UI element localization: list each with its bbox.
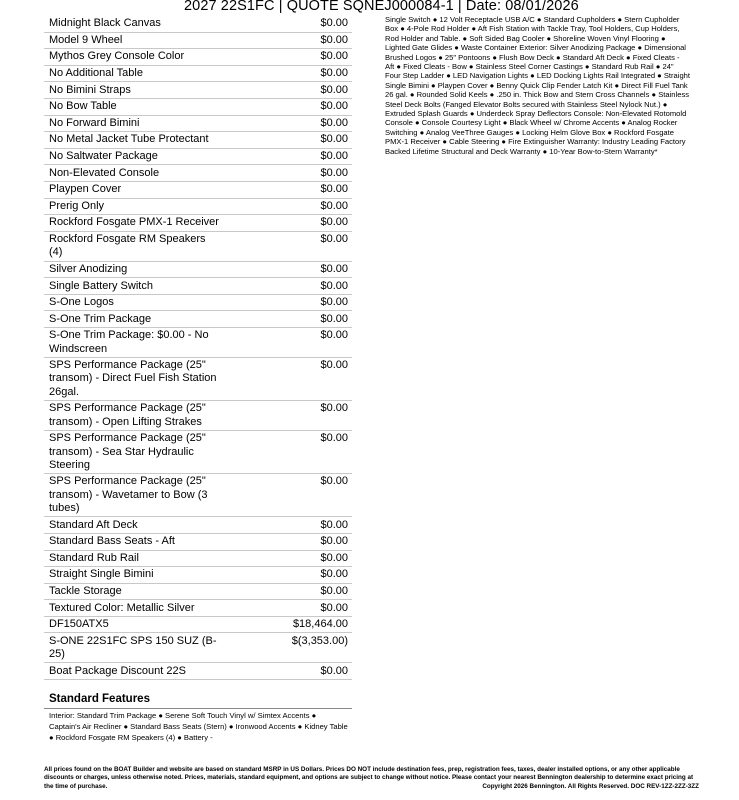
option-price: $0.00 [320,601,348,614]
standard-features-text: Interior: Standard Trim Package ● Serene Soft Touch Vinyl w/ Simtex Accents ● Captain's Air Recliner ● Standard Bass Seats (Stern) ● Ironwood Accents ● Kidney Table ● Rockford Fosgate RM Speakers (4) ● Battery - [49,711,348,742]
option-row [44,99,352,116]
option-name: Prerig Only [49,199,105,212]
option-name: No Bow Table [49,100,117,113]
option-row [44,165,352,182]
option-row [44,199,352,216]
option-name: Tackle Storage [49,585,122,597]
option-row [44,232,352,262]
option-price: $0.00 [320,296,348,309]
option-name: Rockford Fosgate PMX-1 Receiver [49,216,219,229]
option-price: $0.00 [320,17,348,30]
option-row [44,328,352,358]
option-name: No Forward Bimini [49,116,140,129]
features-continued-text: Single Switch ● 12 Volt Receptacle USB A/C ● Standard Cupholders ● Stern Cupholder Box ● 4-Pole Rod Holder ● Aft Fish Station with Tackle Tray, Tool Holders, Cup Holders, Rod Holder and Table. ● Soft Sided Bag Cooler ● Shoreline Woven Vinyl Flooring ● Lighted Gate Glides ● Waste Container Exterior: Silver Anodizing Package ● Dimensional Brushed Logos ● 25" Pontoons ● Flush Bow Deck ● Standard Aft Deck ● Fixed Cleats - Aft ● Fixed Cleats - Bow ● Stainless Steel Corner Castings ● Standard Rub Rail ● 24" Four Step Ladder ● LED Navigation Lights ● LED Docking Lights Rail Integrated ● Straight Single Bimini ● Playpen Cover ● Benny Quick Clip Fender Latch Kit ● Direct Fill Fuel Tank 26 gal. ● Rounded Solid Keels ● .250 in. Thick Bow and Stern Cross Channels ● Stainless Steel Deck Bolts (Fanged Elevator Bolts secured with Stainless Steel Nylock Nut.) ● Extruded Splash Guards ● Underdeck Spray Deflectors Console: Non-Elevated Rotomold Console ● Console Courtesy Light ● Black Wheel w/ Chrome Accents ● Analog Rocker Switching ● Analog VeeThree Gauges ● Locking Helm Glove Box ● Rockford Fosgate PMX-1 Receiver ● Cable Steering ● Fire Extinguisher Warranty: Industry Leading Factory Backed Lifetime Structural and Deck Warranty ● 10-Year Bow-to-Stern Warranty* [385,15,691,156]
option-row [44,551,352,568]
option-row [44,358,352,401]
option-name: Boat Package Discount 22S [49,664,186,677]
option-name: S-One Trim Package: $0.00 - No Windscreen [49,329,209,355]
option-price: $0.00 [320,33,348,46]
option-name: Non-Elevated Console [49,166,160,179]
option-price: $0.00 [320,359,348,372]
option-row [44,633,352,663]
option-price: $0.00 [320,535,348,548]
option-name: Model 9 Wheel [49,33,123,46]
quote-title: 2027 22S1FC | QUOTE SQNEJ000084-1 | Date: 08/01/2026 [184,0,579,14]
option-price: $0.00 [320,432,348,445]
option-price: $0.00 [320,518,348,531]
option-row [44,182,352,199]
option-price-list [44,16,352,680]
option-price: $0.00 [320,116,348,129]
option-price: $0.00 [320,551,348,564]
option-name: SPS Performance Package (25" transom) - Open Lifting Strakes [49,402,206,428]
option-price: $0.00 [320,664,348,677]
option-name: Textured Color: Metallic Silver [49,601,195,614]
option-price: $(3,353.00) [291,634,348,647]
option-row [44,116,352,133]
option-row [44,401,352,431]
option-price: $0.00 [320,312,348,325]
option-name: S-ONE 22S1FC SPS 150 SUZ (B-25) [49,634,217,661]
option-price: $0.00 [320,585,348,597]
option-price: $0.00 [320,568,348,581]
option-price: $0.00 [320,475,348,488]
option-name: No Additional Table [49,67,143,80]
option-price: $18,464.00 [292,618,348,631]
option-row [44,278,352,295]
option-price: $0.00 [320,199,348,212]
option-row [44,262,352,279]
option-row [44,584,352,601]
option-row [44,431,352,474]
option-name: Playpen Cover [49,183,122,196]
option-name: SPS Performance Package (25" transom) - Direct Fuel Fish Station 26gal. [49,359,217,398]
option-price: $0.00 [320,329,348,342]
standard-features-heading: Standard Features [49,693,150,705]
option-price: $0.00 [320,402,348,415]
option-name: Mythos Grey Console Color [49,50,185,63]
pricing-disclaimer: All prices found on the BOAT Builder and website are based on standard MSRP in US Dollars. Prices DO NOT include destination fees, prep, registration fees, taxes, dealer installed options, or any other applicable discounts or charges, unless otherwise noted. Prices, materials, standard equipment, and options are subject to change without notice. Please contact your nearest Bennington dealership to determine exact pricing at the time of purchase. [44,766,694,790]
option-row [44,33,352,50]
option-price: $0.00 [320,133,348,146]
option-name: Silver Anodizing [49,262,128,275]
option-name: No Saltwater Package [49,150,158,163]
option-row [44,215,352,232]
option-name: SPS Performance Package (25" transom) - Sea Star Hydraulic Steering [49,432,206,471]
option-row [44,617,352,634]
option-name: No Bimini Straps [49,83,131,96]
option-row [44,49,352,66]
option-name: S-One Logos [49,296,114,309]
option-name: DF150ATX5 [49,618,109,631]
option-row [44,534,352,551]
quote-header [0,0,739,16]
option-name: Single Battery Switch [49,279,153,292]
option-price: $0.00 [320,183,348,196]
option-price: $0.00 [320,166,348,179]
copyright-notice: Copyright 2026 Bennington. All Rights Reserved. DOC REV-1ZZ-2ZZ-3ZZ [482,782,699,790]
option-row [44,600,352,617]
option-price: $0.00 [320,50,348,63]
option-row [44,295,352,312]
option-name: S-One Trim Package [49,312,152,325]
option-price: $0.00 [320,100,348,113]
option-row [44,311,352,328]
option-row [44,517,352,534]
option-name: Midnight Black Canvas [49,17,161,30]
option-price: $0.00 [320,279,348,292]
option-name: Straight Single Bimini [49,568,154,581]
option-row [44,16,352,33]
option-price: $0.00 [320,150,348,163]
option-name: Standard Rub Rail [49,551,139,564]
option-price: $0.00 [320,67,348,80]
standard-features-divider [44,708,352,709]
option-price: $0.00 [320,233,348,246]
footer [44,766,699,791]
option-row [44,567,352,584]
option-name: Standard Aft Deck [49,518,138,531]
option-price: $0.00 [320,216,348,229]
option-price: $0.00 [320,262,348,275]
option-row [44,82,352,99]
option-price: $0.00 [320,83,348,96]
option-row [44,132,352,149]
option-name: SPS Performance Package (25" transom) - Wavetamer to Bow (3 tubes) [49,475,208,515]
option-name: Rockford Fosgate RM Speakers (4) [49,233,206,259]
option-row [44,149,352,166]
option-name: No Metal Jacket Tube Protectant [49,133,209,146]
option-row [44,474,352,517]
option-row [44,663,352,680]
option-name: Standard Bass Seats - Aft [49,535,175,548]
option-row [44,66,352,83]
